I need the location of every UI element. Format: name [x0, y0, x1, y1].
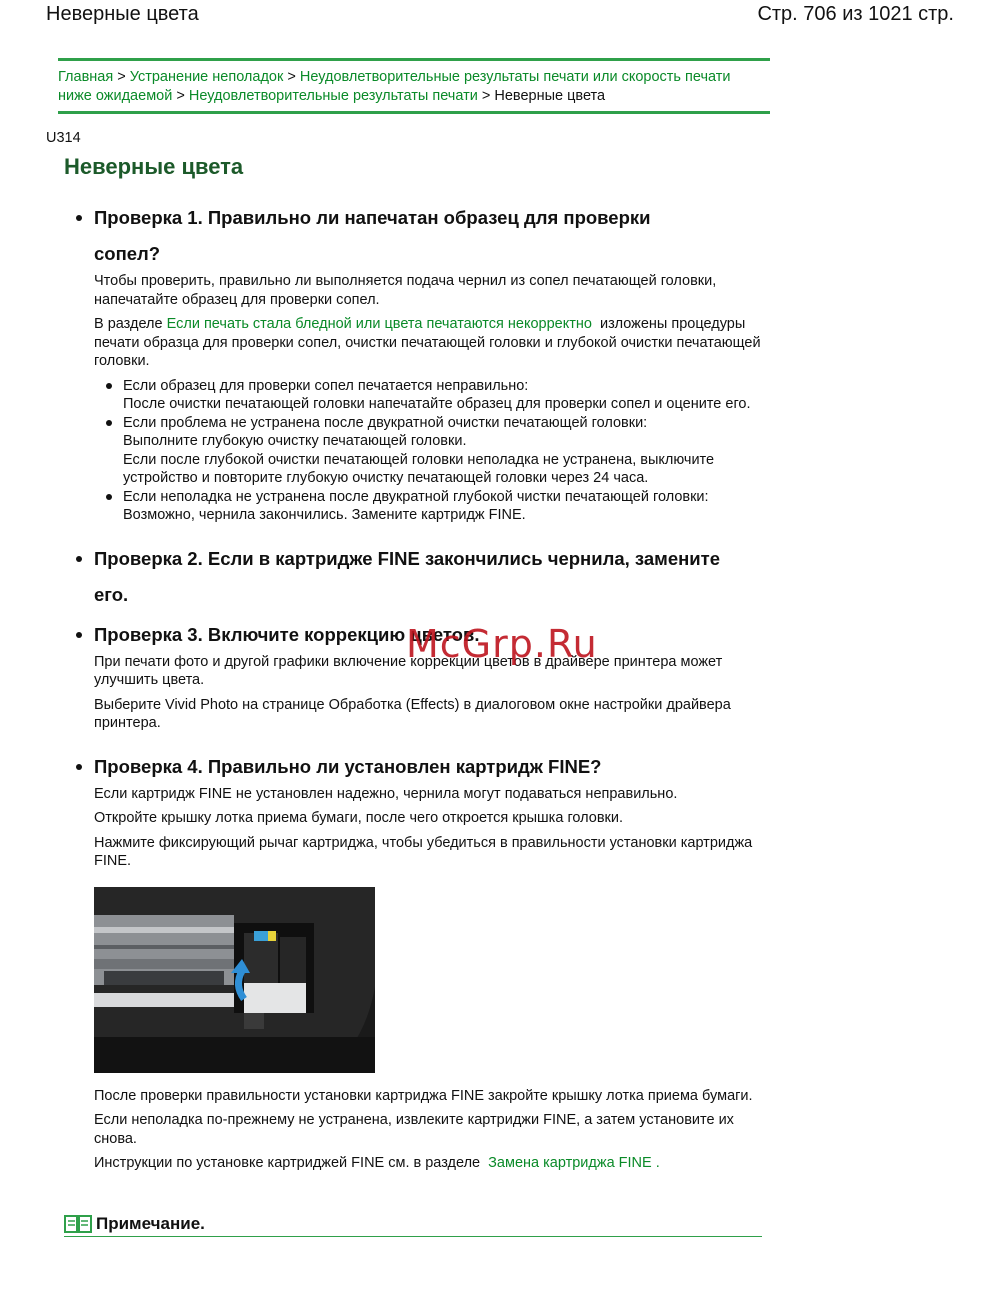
cartridge-photo: [94, 887, 375, 1073]
check-3-heading: Проверка 3. Включите коррекцию цветов.: [94, 617, 774, 653]
faded-print-link[interactable]: Если печать стала бледной или цвета печатаются некорректно: [166, 316, 592, 332]
list-item-text: Если после глубокой очистки печатающей головки неполадка не устранена, выключите устройство и повторите глубокую очистку печатающей головки через 24 часа.: [123, 451, 715, 486]
check-1-paragraph: Чтобы проверить, правильно ли выполняется подача чернил из сопел печатающей головки, напечатайте образец для проверки сопел.: [94, 273, 717, 308]
page-title: Неверные цвета: [64, 154, 244, 179]
check-1-list: [94, 377, 774, 525]
check-1-reference-paragraph: [94, 315, 774, 371]
breadcrumb-poor-results-line1: Неудовлетворительные результаты печати или скорость печати: [299, 69, 731, 85]
list-item-text: После очистки печатающей головки напечатайте образец для проверки сопел и оцените его.: [123, 396, 751, 412]
breadcrumb-separator: >: [481, 88, 491, 104]
watermark: McGrp.Ru: [406, 622, 598, 666]
check-1-heading: [94, 200, 774, 272]
check-1-reference-prefix: В разделе: [94, 316, 163, 332]
breadcrumb-home-link[interactable]: Главная: [58, 69, 114, 85]
check-4-reference-prefix: Инструкции по установке картриджей FINE см. в разделе: [94, 1155, 481, 1171]
breadcrumb: [58, 58, 770, 114]
breadcrumb-troubleshooting-link[interactable]: Устранение неполадок: [129, 69, 284, 85]
check-4-heading: Проверка 4. Правильно ли установлен картридж FINE?: [94, 749, 774, 785]
book-icon: [64, 1214, 92, 1234]
check-4-paragraph: Если картридж FINE не установлен надежно, чернила могут подаваться неправильно.: [94, 785, 678, 802]
check-2-heading: [94, 541, 774, 613]
check-2-heading-line2: его.: [94, 583, 129, 605]
note-label: Примечание.: [96, 1214, 205, 1233]
check-4-paragraph: Если неполадка по-прежнему не устранена, извлеките картриджи FINE, а затем установите их снова.: [94, 1112, 734, 1147]
check-4-paragraph: Нажмите фиксирующий рычаг картриджа, чтобы убедиться в правильности установки картриджа FINE.: [94, 834, 753, 869]
page-counter: Стр. 706 из 1021 стр.: [757, 3, 954, 25]
main-content: [94, 200, 774, 1179]
check-4-paragraph: После проверки правильности установки картриджа FINE закройте крышку лотка приема бумаги.: [94, 1087, 753, 1104]
list-item-title: Если проблема не устранена после двукратной очистки печатающей головки:: [123, 414, 648, 431]
list-item: [123, 488, 774, 525]
check-1-reference-suffix: изложены процедуры печати образца для проверки сопел, очистки печатающей головки и глубокой очистки печатающей головки.: [94, 316, 761, 369]
list-item-title: Если неполадка не устранена после двукратной глубокой чистки печатающей головки:: [123, 488, 709, 505]
breadcrumb-poor-results-line2: ниже ожидаемой: [58, 88, 173, 104]
check-4-paragraph: Откройте крышку лотка приема бумаги, после чего откроется крышка головки.: [94, 810, 624, 826]
check-2-heading-line1: Проверка 2. Если в картридже FINE закончились чернила, замените: [94, 547, 721, 569]
replace-cartridge-link[interactable]: Замена картриджа FINE: [488, 1155, 652, 1171]
check-4-reference-paragraph: [94, 1154, 774, 1173]
check-3-paragraph: При печати фото и другой графики включение коррекции цветов в драйвере принтера может улучшить цвета.: [94, 653, 723, 688]
check-1-heading-line1: Проверка 1. Правильно ли напечатан образец для проверки: [94, 207, 651, 228]
printer-cartridge-illustration: [94, 887, 375, 1073]
list-item-text: Возможно, чернила закончились. Замените картридж FINE.: [123, 507, 526, 523]
document-id: U314: [46, 130, 81, 146]
check-3-paragraph: Выберите Vivid Photo на странице Обработка (Effects) в диалоговом окне настройки драйвера принтера.: [94, 696, 731, 731]
document-header-title: Неверные цвета: [46, 3, 199, 25]
breadcrumb-separator: >: [287, 69, 296, 85]
breadcrumb-separator: >: [117, 69, 126, 85]
breadcrumb-unsatisfactory-link[interactable]: Неудовлетворительные результаты печати: [188, 88, 478, 104]
list-item-text: Выполните глубокую очистку печатающей головки.: [123, 433, 467, 449]
note-section: [64, 1214, 762, 1237]
breadcrumb-current: Неверные цвета: [494, 88, 606, 104]
breadcrumb-separator: >: [176, 88, 185, 104]
list-item-title: Если образец для проверки сопел печатается неправильно:: [123, 377, 529, 394]
list-item: [123, 414, 774, 488]
list-item: [123, 377, 774, 414]
check-1-heading-line2: сопел?: [94, 243, 161, 264]
check-4-reference-suffix: .: [655, 1155, 660, 1171]
